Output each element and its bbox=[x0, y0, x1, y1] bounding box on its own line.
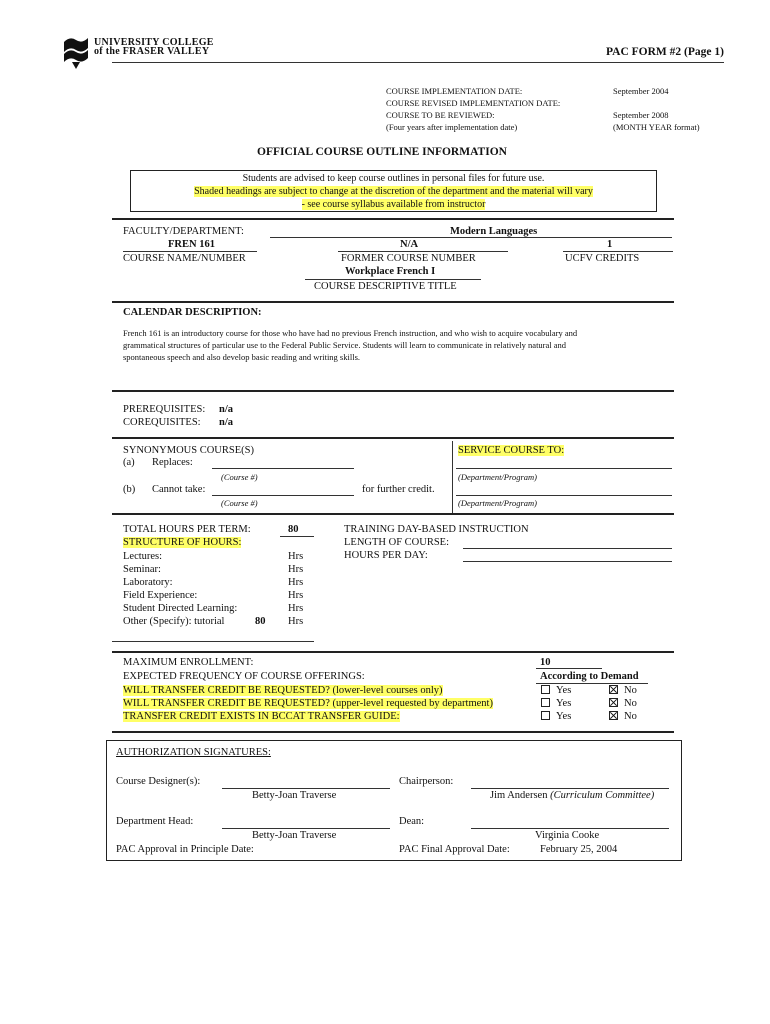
pac-principle-label: PAC Approval in Principle Date: bbox=[116, 844, 254, 855]
max-enrollment-underline bbox=[536, 668, 602, 669]
frequency-label: EXPECTED FREQUENCY OF COURSE OFFERINGS: bbox=[123, 671, 365, 682]
structure-label bbox=[123, 537, 241, 548]
hours-row bbox=[123, 551, 313, 564]
hours-row-label: Laboratory: bbox=[123, 577, 173, 588]
pac-final-date: February 25, 2004 bbox=[540, 844, 618, 855]
hours-row-unit: Hrs bbox=[288, 564, 304, 575]
q1-yes-checkbox[interactable] bbox=[541, 685, 550, 694]
q1-no-label: No bbox=[624, 685, 637, 696]
q1-no-checkbox[interactable] bbox=[609, 685, 618, 694]
review-date-value: September 2008 bbox=[613, 110, 669, 120]
dept-head-signature-line[interactable] bbox=[222, 828, 390, 829]
course-title-value: Workplace French I bbox=[345, 266, 436, 277]
transfer-question-3 bbox=[123, 711, 400, 722]
hours-per-day-label: HOURS PER DAY: bbox=[344, 550, 428, 561]
hours-row bbox=[123, 590, 313, 603]
hours-row-label: Seminar: bbox=[123, 564, 161, 575]
replaces-label: Replaces: bbox=[152, 457, 193, 468]
chair-role: (Curriculum Committee) bbox=[550, 790, 655, 801]
hours-bottom-rule bbox=[112, 641, 314, 642]
item-b-label: (b) bbox=[123, 484, 136, 495]
q3-yes-label: Yes bbox=[556, 711, 572, 722]
cannot-take-field[interactable] bbox=[212, 495, 354, 496]
service-heading bbox=[458, 445, 564, 456]
total-hours-underline bbox=[280, 536, 314, 537]
total-hours-value: 80 bbox=[288, 524, 299, 535]
former-number-underline bbox=[338, 251, 508, 252]
calendar-heading: CALENDAR DESCRIPTION: bbox=[123, 307, 262, 318]
service-field-1[interactable] bbox=[456, 468, 672, 469]
hours-row bbox=[123, 616, 313, 629]
frequency-value: According to Demand bbox=[540, 671, 639, 682]
notice-box bbox=[130, 170, 657, 212]
transfer-question-3-text: TRANSFER CREDIT EXISTS IN BCCAT TRANSFER GUIDE: bbox=[123, 711, 400, 722]
calendar-text-line-1: French 161 is an introductory course for those who have had no previous French instruction, and who wish to acquire vocabulary and bbox=[123, 328, 578, 338]
transfer-question-2-text: WILL TRANSFER CREDIT BE REQUESTED? (upper-level requested by department) bbox=[123, 698, 493, 709]
q2-no-checkbox[interactable] bbox=[609, 698, 618, 707]
synonymous-rule bbox=[112, 513, 674, 515]
replaces-course-hint: (Course #) bbox=[221, 472, 258, 482]
further-credit-text: for further credit. bbox=[362, 484, 435, 495]
max-enrollment-value: 10 bbox=[540, 657, 551, 668]
impl-date-value: September 2004 bbox=[613, 86, 669, 96]
former-number-value: N/A bbox=[400, 239, 419, 250]
q2-yes-checkbox[interactable] bbox=[541, 698, 550, 707]
transfer-question-1 bbox=[123, 685, 443, 696]
dept-head-name: Betty-Joan Traverse bbox=[252, 830, 337, 841]
hours-row-label: Lectures: bbox=[123, 551, 163, 562]
prereq-label: PREREQUISITES: bbox=[123, 404, 206, 415]
calendar-rule-top bbox=[112, 301, 674, 303]
dept-head-label: Department Head: bbox=[116, 816, 194, 827]
course-number-value: FREN 161 bbox=[168, 239, 215, 250]
main-title: OFFICIAL COURSE OUTLINE INFORMATION bbox=[257, 146, 507, 158]
structure-label-text: STRUCTURE OF HOURS: bbox=[123, 537, 242, 548]
course-name-label: COURSE NAME/NUMBER bbox=[123, 253, 246, 264]
ucfv-logo-mark-icon bbox=[62, 36, 90, 70]
max-enrollment-label: MAXIMUM ENROLLMENT: bbox=[123, 657, 254, 668]
service-field-2[interactable] bbox=[456, 495, 672, 496]
q3-no-label: No bbox=[624, 711, 637, 722]
ucfv-logo bbox=[62, 36, 212, 72]
dean-signature-line[interactable] bbox=[471, 828, 669, 829]
review-label: COURSE TO BE REVIEWED: bbox=[386, 110, 495, 120]
review-note: (Four years after implementation date) bbox=[386, 122, 518, 132]
frequency-underline bbox=[536, 683, 648, 684]
hours-row bbox=[123, 603, 313, 616]
chair-label: Chairperson: bbox=[399, 776, 454, 787]
transfer-question-2 bbox=[123, 698, 493, 709]
notice-line-3: - see course syllabus available from instructor bbox=[301, 199, 486, 210]
replaces-field[interactable] bbox=[212, 468, 354, 469]
hours-per-day-field[interactable] bbox=[463, 561, 672, 562]
faculty-underline bbox=[270, 237, 672, 238]
designer-name: Betty-Joan Traverse bbox=[252, 790, 337, 801]
credits-label: UCFV CREDITS bbox=[565, 253, 640, 264]
length-field[interactable] bbox=[463, 548, 672, 549]
signatures-heading: AUTHORIZATION SIGNATURES: bbox=[116, 747, 271, 758]
q2-yes-label: Yes bbox=[556, 698, 572, 709]
training-label: TRAINING DAY-BASED INSTRUCTION bbox=[344, 524, 529, 535]
q2-no-option[interactable] bbox=[609, 698, 637, 709]
course-number-underline bbox=[123, 251, 257, 252]
q2-yes-option[interactable] bbox=[541, 698, 571, 709]
prereq-value: n/a bbox=[219, 404, 234, 415]
q3-yes-option[interactable] bbox=[541, 711, 571, 722]
designer-label: Course Designer(s): bbox=[116, 776, 201, 787]
coreq-value: n/a bbox=[219, 417, 234, 428]
hours-row-label: Field Experience: bbox=[123, 590, 198, 601]
faculty-label: FACULTY/DEPARTMENT: bbox=[123, 226, 244, 237]
enrollment-rule-bottom bbox=[112, 731, 674, 733]
q1-yes-label: Yes bbox=[556, 685, 572, 696]
hours-row-value: 80 bbox=[255, 616, 266, 627]
calendar-text-line-2: grammatical structures of particular use to the Federal Public Service. Students will learn to communicate in relatively natural and bbox=[123, 340, 567, 350]
hours-row bbox=[123, 577, 313, 590]
cannot-take-course-hint: (Course #) bbox=[221, 498, 258, 508]
q1-yes-option[interactable] bbox=[541, 685, 571, 696]
revised-impl-label: COURSE REVISED IMPLEMENTATION DATE: bbox=[386, 98, 561, 108]
hours-row-unit: Hrs bbox=[288, 603, 304, 614]
logo-line-1: UNIVERSITY COLLEGE bbox=[94, 37, 214, 48]
transfer-question-1-text: WILL TRANSFER CREDIT BE REQUESTED? (lower-level courses only) bbox=[123, 685, 443, 696]
credits-value: 1 bbox=[607, 239, 613, 250]
hours-row-unit: Hrs bbox=[288, 551, 304, 562]
synonymous-heading: SYNONYMOUS COURSE(S) bbox=[123, 445, 254, 456]
q3-no-checkbox[interactable] bbox=[609, 711, 618, 720]
faculty-value: Modern Languages bbox=[450, 226, 538, 237]
chair-name: Jim Andersen bbox=[490, 790, 548, 801]
logo-line-2: of the FRASER VALLEY bbox=[94, 46, 210, 57]
hours-row-label: Other (Specify): tutorial bbox=[123, 616, 225, 627]
hours-row-unit: Hrs bbox=[288, 590, 304, 601]
length-label: LENGTH OF COURSE: bbox=[344, 537, 450, 548]
notice-line-2: Shaded headings are subject to change at the discretion of the department and the material will vary bbox=[194, 186, 593, 197]
cannot-take-label: Cannot take: bbox=[152, 484, 206, 495]
faculty-rule bbox=[112, 218, 674, 220]
service-dept-hint-1: (Department/Program) bbox=[458, 472, 538, 482]
total-hours-label: TOTAL HOURS PER TERM: bbox=[123, 524, 251, 535]
dean-label: Dean: bbox=[399, 816, 425, 827]
form-title: PAC FORM #2 (Page 1) bbox=[606, 46, 724, 58]
impl-date-label: COURSE IMPLEMENTATION DATE: bbox=[386, 86, 523, 96]
coreq-label: COREQUISITES: bbox=[123, 417, 201, 428]
service-heading-text: SERVICE COURSE TO: bbox=[458, 445, 565, 456]
hours-row-unit: Hrs bbox=[288, 577, 304, 588]
q2-no-label: No bbox=[624, 698, 637, 709]
designer-signature-line[interactable] bbox=[222, 788, 390, 789]
chair-signature-line[interactable] bbox=[471, 788, 669, 789]
review-date-format: (MONTH YEAR format) bbox=[613, 122, 700, 132]
hours-row bbox=[123, 564, 313, 577]
course-title-underline bbox=[305, 279, 481, 280]
dean-name: Virginia Cooke bbox=[535, 830, 600, 841]
enrollment-rule-top bbox=[112, 651, 674, 653]
calendar-text-line-3: spontaneous speech and also develop basic reading and writing skills. bbox=[123, 352, 360, 362]
item-a-label: (a) bbox=[123, 457, 135, 468]
hours-row-unit: Hrs bbox=[288, 616, 304, 627]
q3-yes-checkbox[interactable] bbox=[541, 711, 550, 720]
service-divider bbox=[452, 441, 453, 513]
course-title-label: COURSE DESCRIPTIVE TITLE bbox=[314, 281, 457, 292]
q1-no-option[interactable] bbox=[609, 685, 637, 696]
calendar-rule-bottom bbox=[112, 390, 674, 392]
hours-structure-list bbox=[123, 551, 313, 629]
prereq-rule bbox=[112, 437, 674, 439]
header-rule bbox=[112, 62, 724, 63]
hours-row-label: Student Directed Learning: bbox=[123, 603, 238, 614]
service-dept-hint-2: (Department/Program) bbox=[458, 498, 538, 508]
chair-name-line bbox=[490, 790, 654, 801]
notice-line-1: Students are advised to keep course outlines in personal files for future use. bbox=[242, 173, 545, 184]
pac-final-label: PAC Final Approval Date: bbox=[399, 844, 510, 855]
q3-no-option[interactable] bbox=[609, 711, 637, 722]
former-number-label: FORMER COURSE NUMBER bbox=[341, 253, 476, 264]
credits-underline bbox=[563, 251, 673, 252]
